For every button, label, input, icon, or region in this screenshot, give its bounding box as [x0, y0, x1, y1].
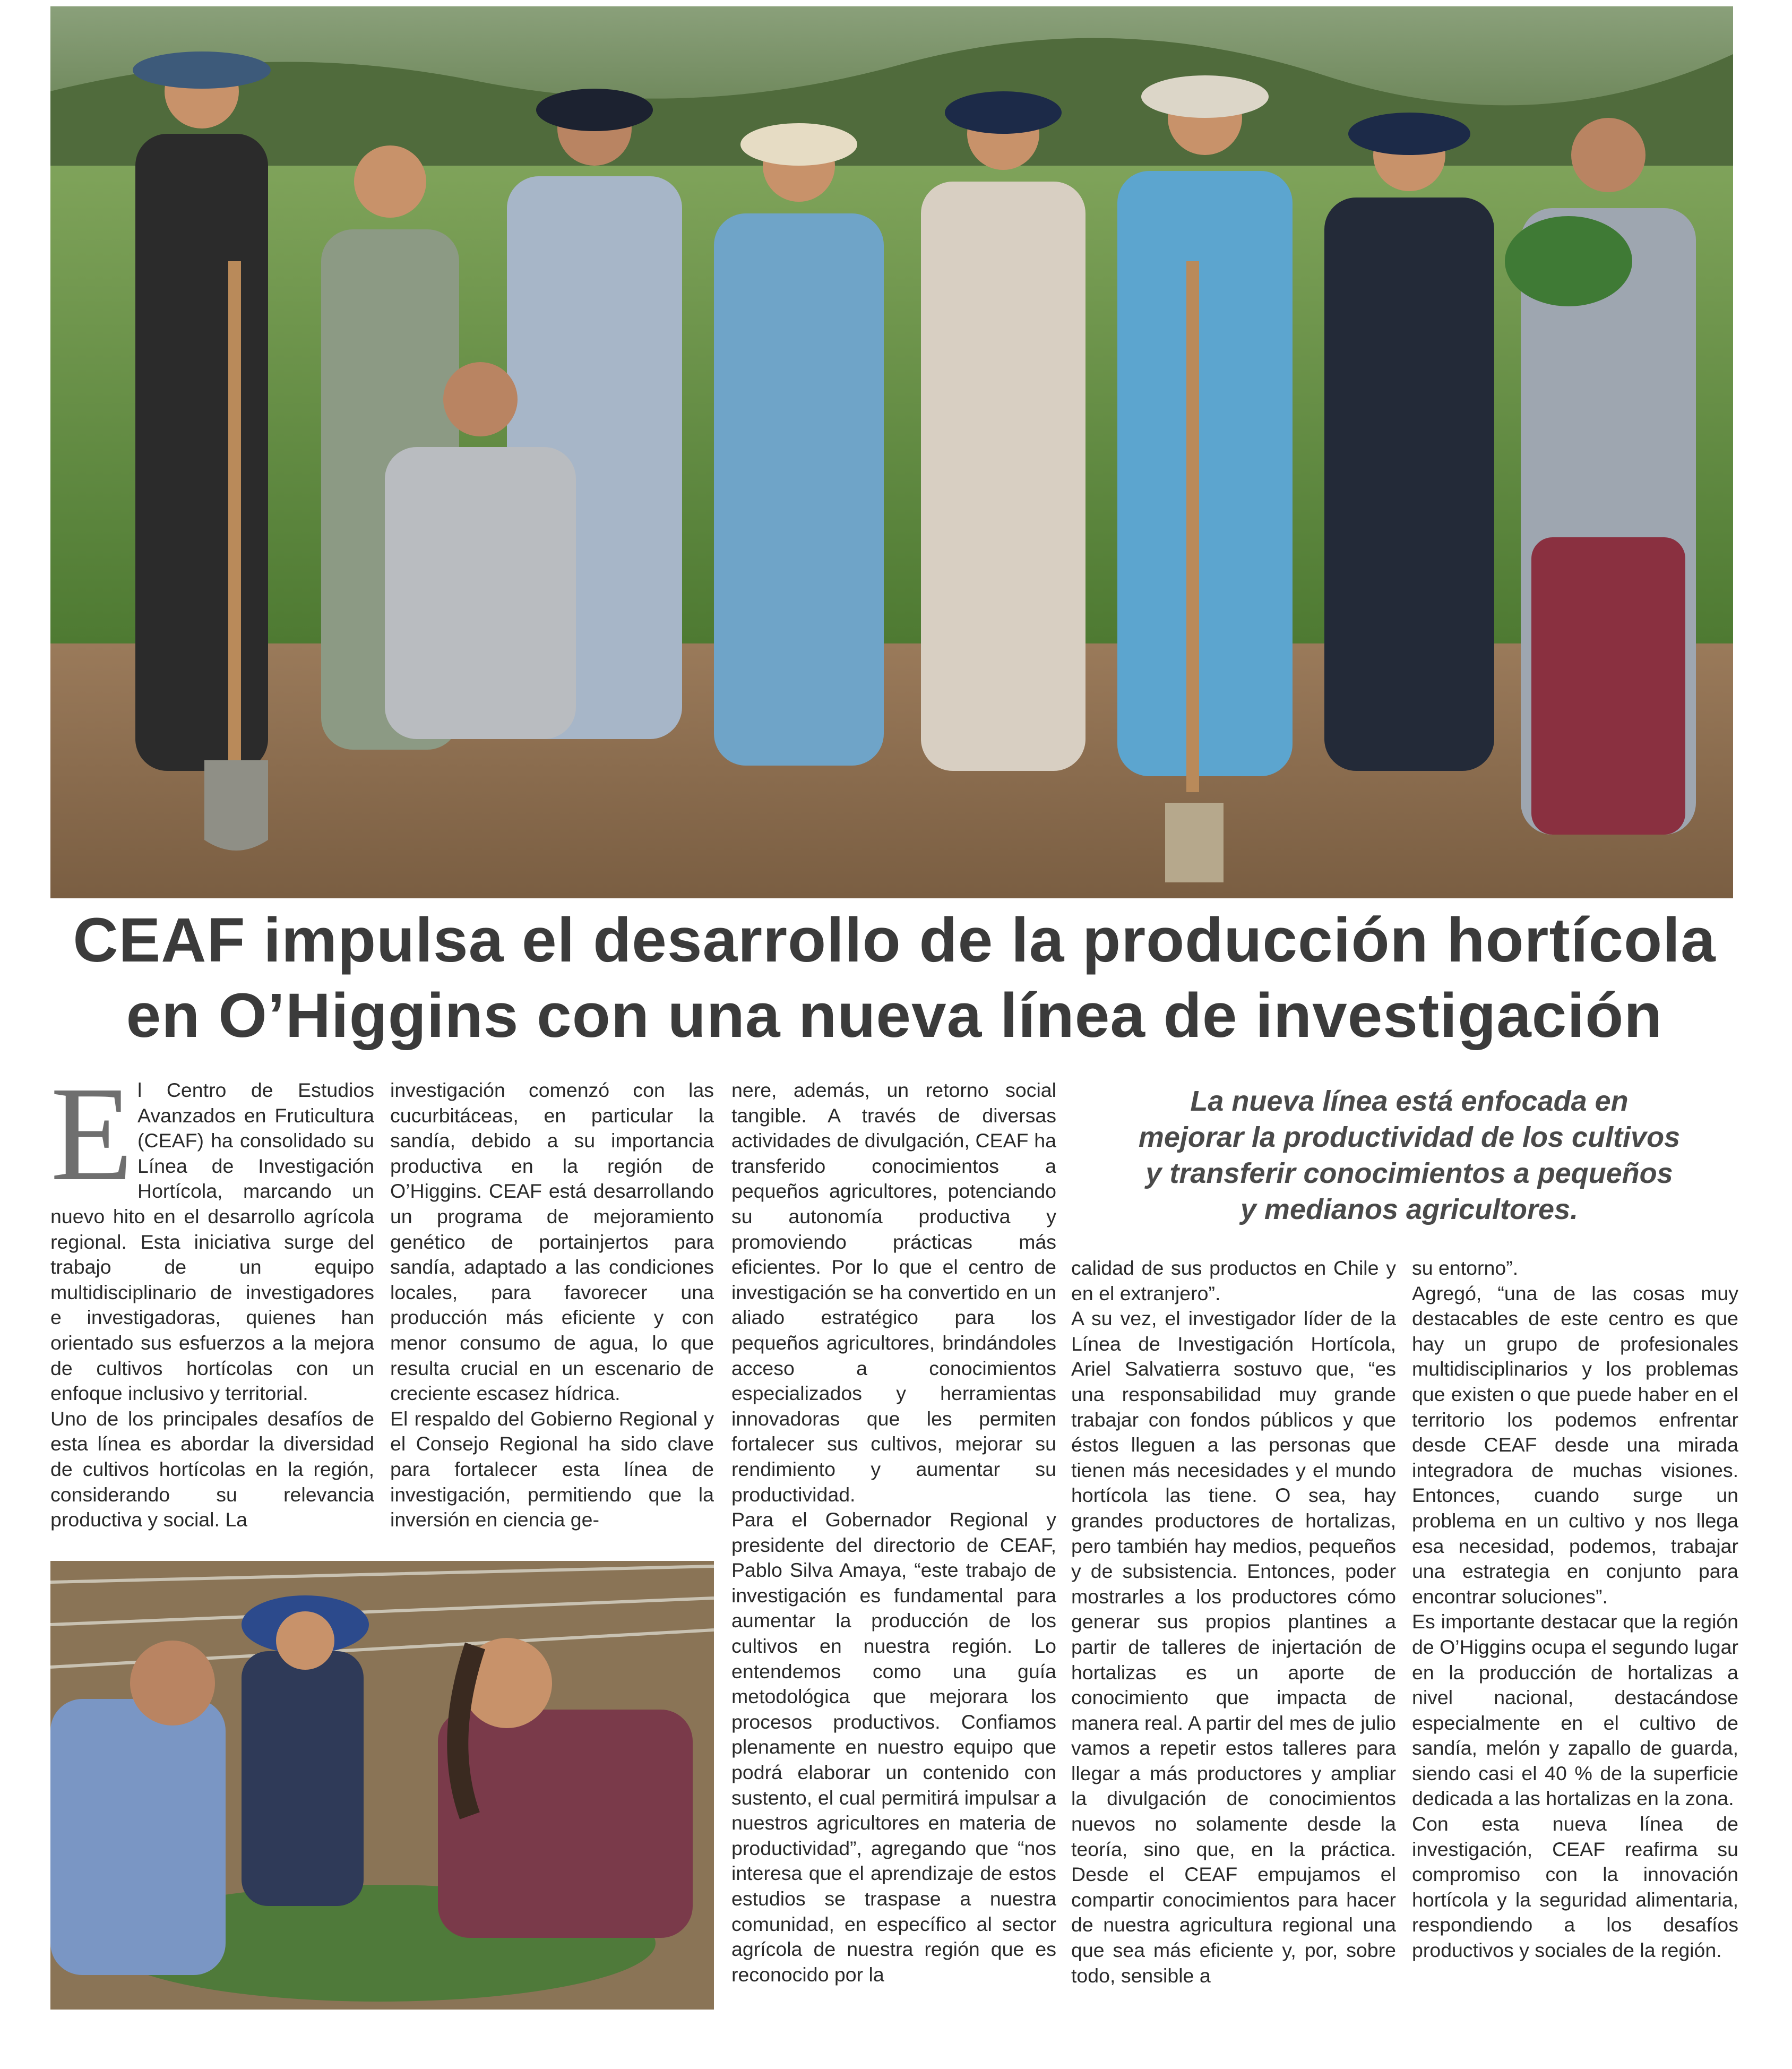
headline-line-2: en O’Higgins con una nueva línea de investigación: [126, 981, 1663, 1051]
drop-cap: E: [50, 1059, 133, 1209]
drop-cap-box: [50, 1059, 133, 1209]
paragraph: Para el Gobernador Regional y presidente del directorio de CEAF, Pablo Silva Amaya, “este trabajo de investigación es fundamental para aumentar la producción de los cultivos en nuestra región. Lo entendemos como una guía metodológica que mejorara los procesos productivos. Confiamos plenamente en nuestro equipo que podrá elaborar un contenido con sustento, el cual permitirá impulsar a nuestros agricultores en materia de productividad”, agregando que “nos interesa que el aprendizaje de estos estudios se traspase a nuestra comunidad, en específico al sector agrícola de nuestra región que es reconocido por la: [731, 1508, 1056, 1986]
pull-quote-line: mejorar la productividad de los cultivos: [1138, 1121, 1681, 1153]
pull-quote: [1093, 1083, 1725, 1227]
pull-quote-line: La nueva línea está enfocada en: [1190, 1085, 1629, 1117]
paragraph: calidad de sus productos en Chile y en el extranjero”.: [1071, 1257, 1396, 1304]
group-photo-illustration: [50, 6, 1733, 898]
top-photo: [50, 6, 1733, 898]
headline-line-1: CEAF impulsa el desarrollo de la producción hortícola: [73, 905, 1716, 975]
paragraph: Con esta nueva línea de investigación, CEAF reafirma su compromiso con la innovación hortícola y la seguridad alimentaria, respondiendo a los desafíos productivos y sociales de la región.: [1412, 1813, 1738, 1962]
pull-quote-line: y transferir conocimientos a pequeños: [1145, 1157, 1673, 1189]
article-column-4: [1071, 1256, 1396, 1988]
paragraph: l Centro de Estudios Avanzados en Fruticultura (CEAF) ha consolidado su Línea de Investigación Hortícola, marcando un nuevo hito en el desarrollo agrícola regional. Esta iniciativa surge del trabajo de un equipo multidisciplinario de investigadores e investigadoras, quienes han orientado sus esfuerzos a la mejora de cultivos hortícolas con un enfoque inclusivo y territorial.: [50, 1079, 374, 1405]
field-work-illustration: [50, 1561, 714, 2010]
paragraph: su entorno”.: [1412, 1257, 1519, 1279]
paragraph: A su vez, el investigador líder de la Línea de Investigación Hortícola, Ariel Salvatierra sostuvo que, “es una responsabilidad muy grande trabajar con fondos públicos y que éstos lleguen a las personas que tienen más necesidades y el mundo hortícola las tiene. O sea, hay grandes productores de hortalizas, pero también hay medios, pequeños y de subsistencia. Entonces, poder mostrarles a los productores cómo generar sus propios plantines a partir de talleres de injertación de hortalizas es un aporte de conocimiento que impacta de manera real. A partir del mes de julio vamos a repetir estos talleres para llegar a más productores y ampliar la divulgación de conocimientos nuevos no solamente desde la teoría, sino que, en la práctica. Desde el CEAF empujamos el compartir conocimientos para hacer de nuestra agricultura regional una que sea más eficiente y, por, sobre todo, sensible a: [1071, 1307, 1396, 1987]
paragraph: Uno de los principales desafíos de esta línea es abordar la diversidad de cultivos hortícolas en la región, considerando su relevancia productiva y social. La: [50, 1407, 374, 1531]
article-headline: [32, 903, 1757, 1053]
article-column-5: [1412, 1256, 1738, 1963]
bottom-photo: [50, 1561, 714, 2010]
paragraph: nere, además, un retorno social tangible. A través de diversas actividades de divulgación, CEAF ha transferido conocimientos a pequeños agricultores, potenciando su autonomía productiva y promoviendo prácticas más eficientes. Por lo que el centro de investigación se ha convertido en un aliado estratégico para los pequeños agricultores, brindándoles acceso a conocimientos especializados y herramientas innovadoras que les permiten fortalecer sus cultivos, mejorar su rendimiento y aumentar su productividad.: [731, 1079, 1056, 1506]
article-column-1: [50, 1059, 374, 1533]
paragraph: investigación comenzó con las cucurbitáceas, en particular la sandía, debido a su importancia productiva en la región de O’Higgins. CEAF está desarrollando un programa de mejoramiento genético de portainjertos para sandía, adaptado a las condiciones locales, para favorecer una producción más eficiente y con menor consumo de agua, lo que resulta crucial en un escenario de creciente escasez hídrica.: [390, 1079, 714, 1405]
paragraph: Agregó, “una de las cosas muy destacables de este centro es que hay un grupo de profesionales multidisciplinarios y los problemas que existen o que puede haber en el territorio los podemos enfrentar desde CEAF desde una mirada integradora de muchas visiones. Entonces, cuando surge un problema en un cultivo y nos llega esa necesidad, podemos, trabajar una estrategia en conjunto para encontrar soluciones”.: [1412, 1282, 1738, 1608]
paragraph: El respaldo del Gobierno Regional y el Consejo Regional ha sido clave para fortalecer esta línea de investigación, permitiendo que la inversión en ciencia ge-: [390, 1407, 714, 1531]
paragraph: Es importante destacar que la región de O’Higgins ocupa el segundo lugar en la producción de hortalizas a nivel nacional, destacándose especialmente en el cultivo de sandía, melón y zapallo de guarda, siendo casi el 40 % de la superficie dedicada a las hortalizas en la zona.: [1412, 1610, 1738, 1810]
article-column-2: [390, 1078, 714, 1533]
article-column-3: [731, 1078, 1056, 1987]
pull-quote-line: y medianos agricultores.: [1240, 1194, 1579, 1225]
